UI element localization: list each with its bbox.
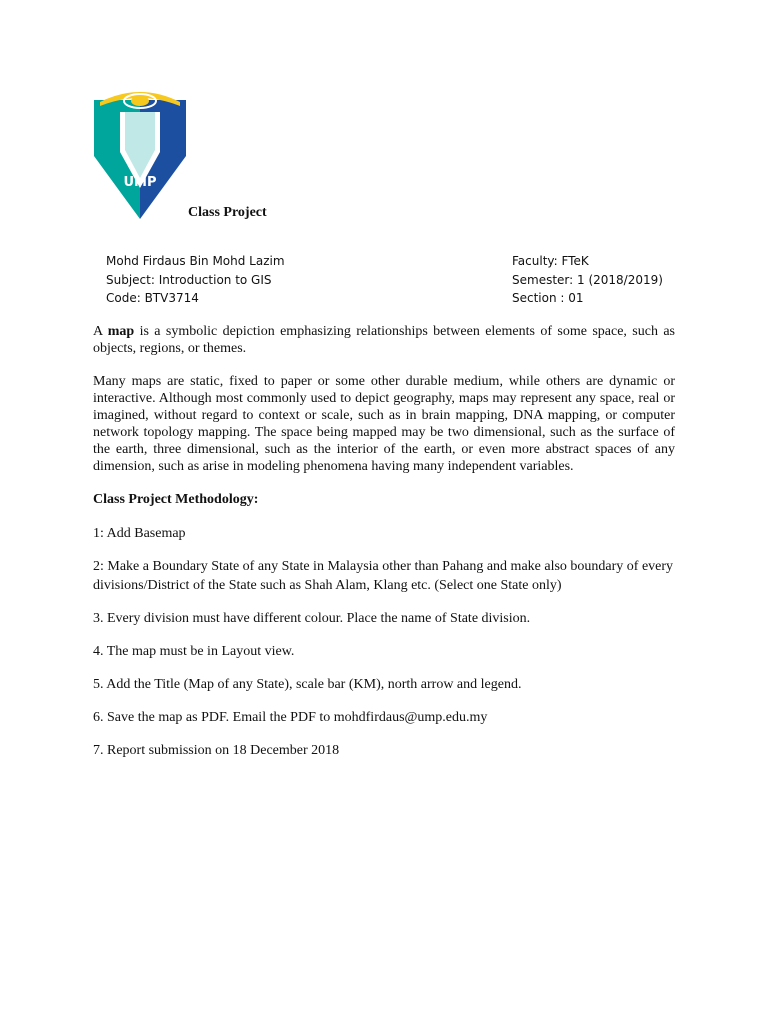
intro-keyword: map [107, 324, 135, 339]
course-code: Code: BTV3714 [106, 291, 199, 305]
step-item: 4. The map must be in Layout view. [93, 644, 295, 659]
course-info [512, 252, 663, 308]
logo-text: UMP [123, 175, 157, 190]
step-item: 5. Add the Title (Map of any State), scale bar (KM), north arrow and legend. [93, 677, 522, 692]
step-item: 6. Save the map as PDF. Email the PDF to mohdfirdaus@ump.edu.my [93, 710, 488, 725]
step-item: 3. Every division must have different colour. Place the name of State division. [93, 611, 531, 626]
student-info [106, 252, 285, 308]
ump-logo-emblem [92, 88, 188, 222]
intro-rest: is a symbolic depiction emphasizing relationships between elements of some space, such as objects, regions, or themes. [93, 324, 676, 356]
intro-paragraph [93, 323, 675, 357]
step-item: 1: Add Basemap [93, 526, 186, 541]
document-body [93, 323, 675, 774]
ump-logo [92, 88, 188, 222]
subject: Subject: Introduction to GIS [106, 272, 272, 287]
document-title: Class Project [188, 205, 267, 220]
student-name: Mohd Firdaus Bin Mohd Lazim [106, 254, 285, 268]
description-paragraph: Many maps are static, fixed to paper or some other durable medium, while others are dynamic or interactive. Although most commonly used to depict geography, maps may represent any space, real or imagined, without regard to context or scale, such as in brain mapping, DNA mapping, or computer network topology mapping. The space being mapped may be two dimensional, such as the surface of the earth, three dimensional, such as the interior of the earth, or even more abstract spaces of any dimension, such as arise in modeling phenomena having many independent variables. [93, 374, 675, 474]
semester: Semester: 1 (2018/2019) [512, 272, 663, 287]
methodology-heading: Class Project Methodology: [93, 492, 259, 507]
faculty: Faculty: FTeK [512, 254, 589, 268]
step-item: 2: Make a Boundary State of any State in Malaysia other than Pahang and make also boundary of every divisions/District of the State such as Shah Alam, Klang etc. (Select one State only) [93, 559, 674, 593]
section: Section : 01 [512, 291, 584, 305]
methodology-steps [93, 524, 675, 760]
intro-lead: A [93, 324, 103, 339]
step-item: 7. Report submission on 18 December 2018 [93, 743, 340, 758]
